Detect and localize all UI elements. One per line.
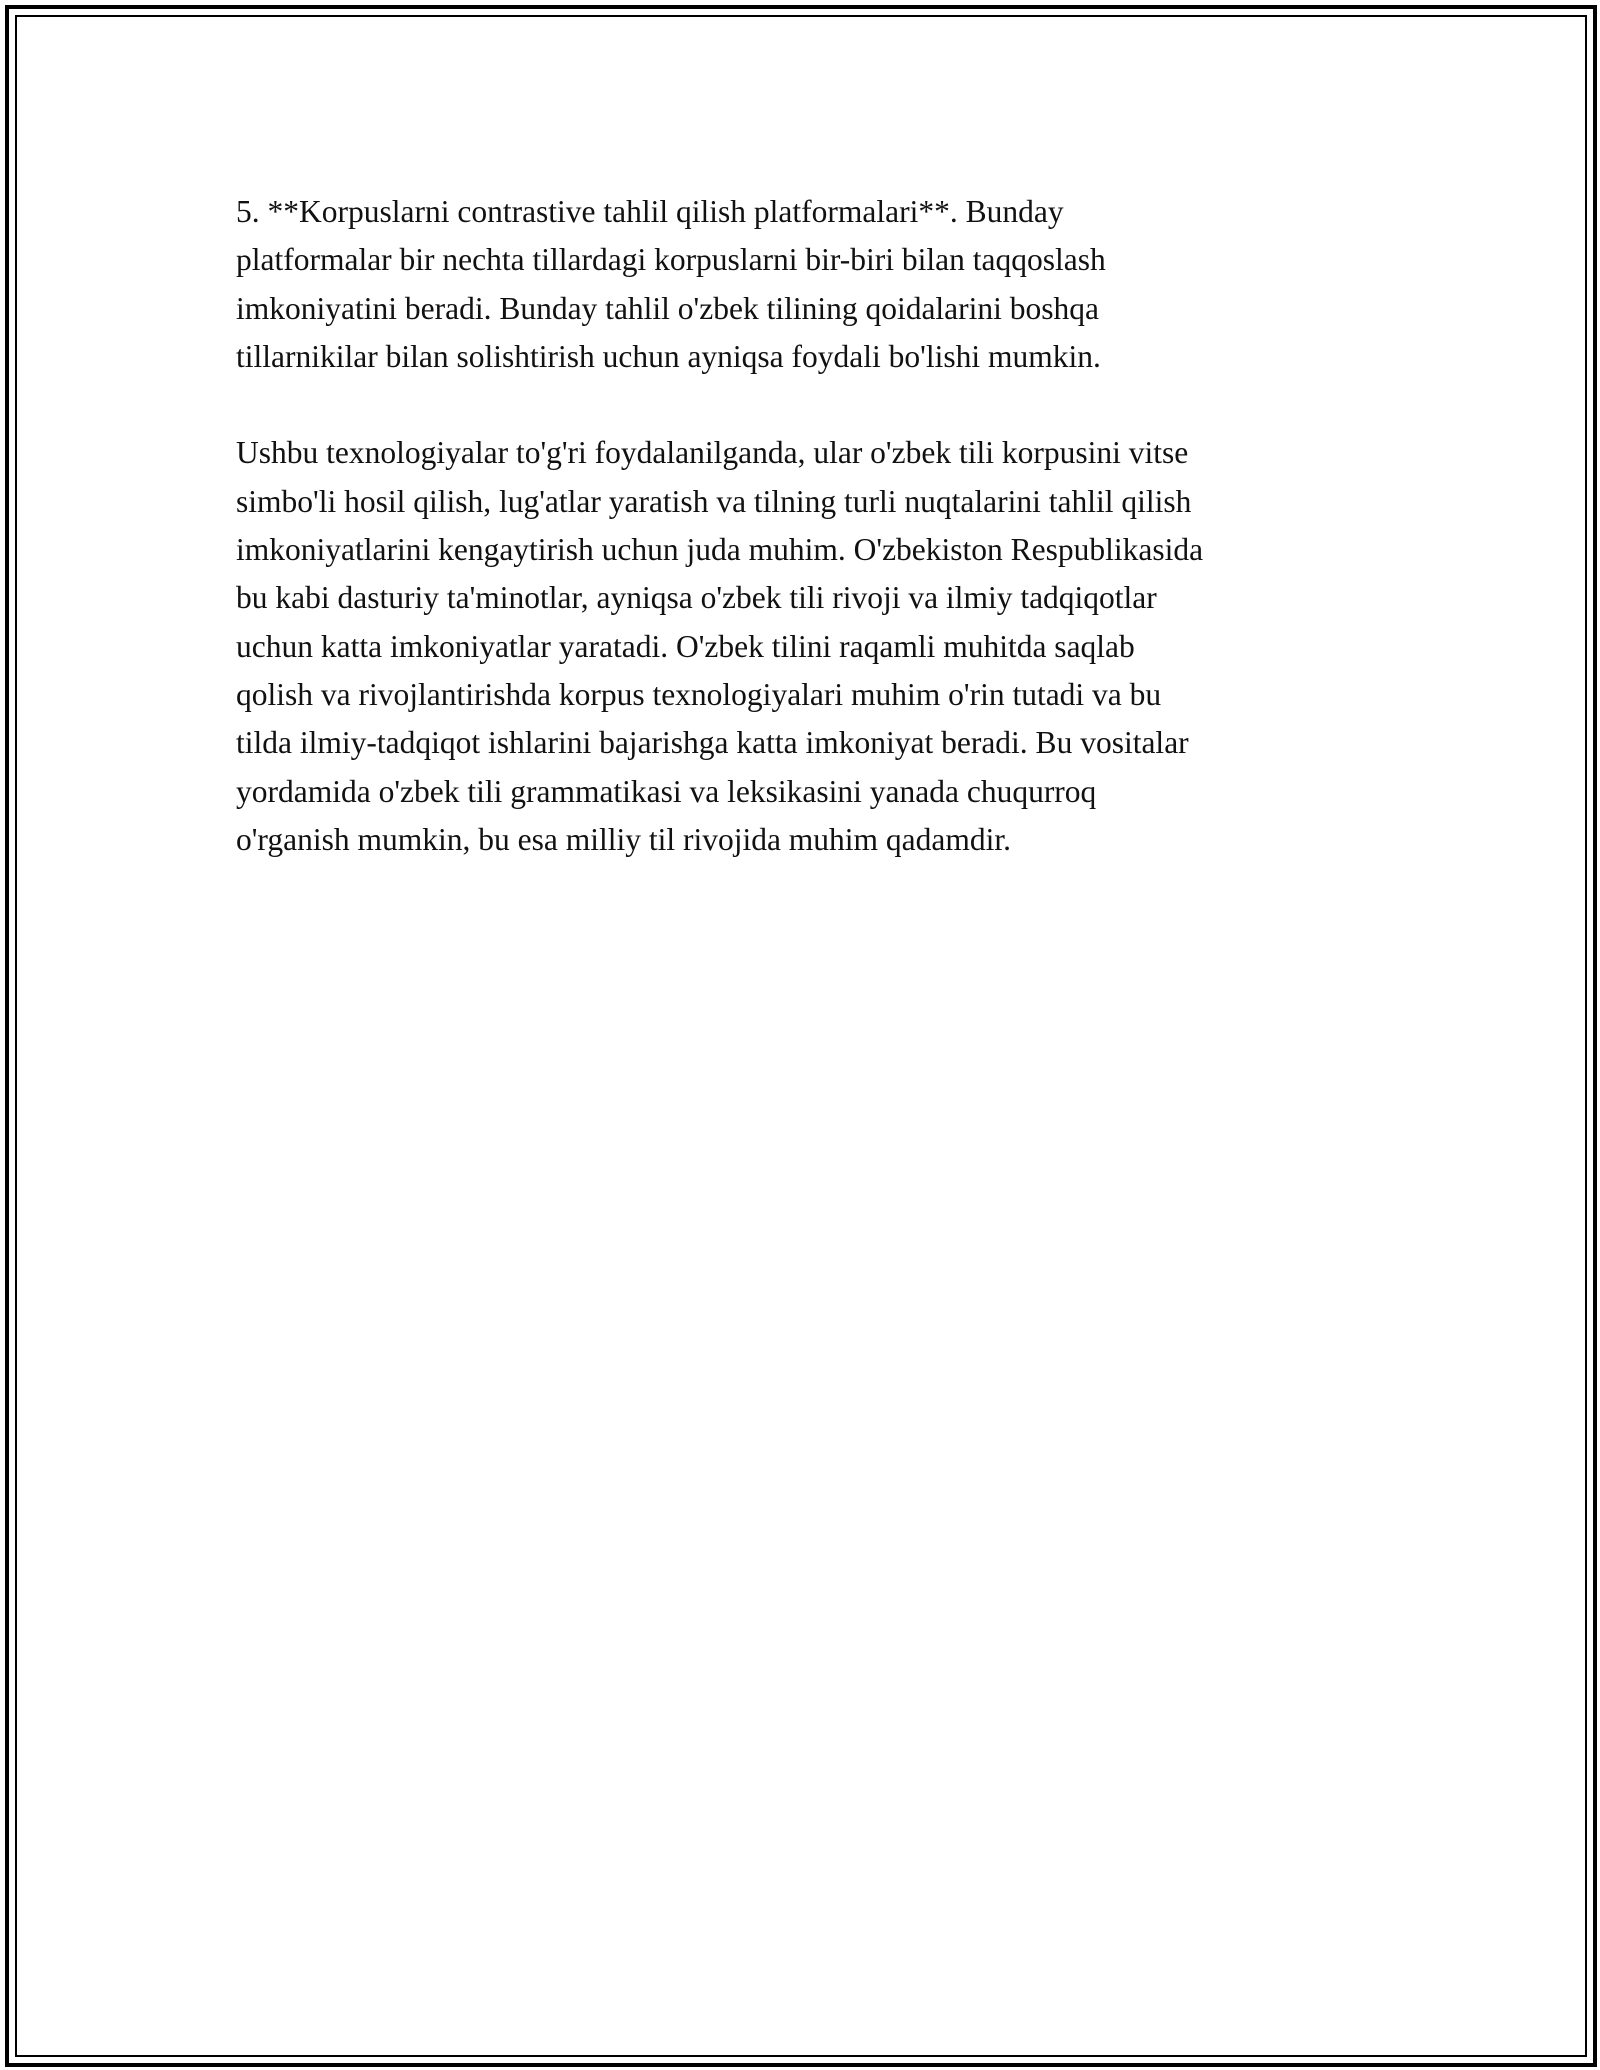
document-body [236,188,1376,912]
paragraph-technologies: Ushbu texnologiyalar to'g'ri foydalanilganda, ular o'zbek tili korpusini vitse simbo'li hosil qilish, lug'atlar yaratish va tilning turli nuqtalarini tahlil qilish imkoniyatlarini kengaytirish uchun juda muhim. O'zbekiston Respublikasida bu kabi dasturiy ta'minotlar, ayniqsa o'zbek tili rivoji va ilmiy tadqiqotlar uchun katta imkoniyatlar yaratadi. O'zbek tilini raqamli muhitda saqlab qolish va rivojlantirishda korpus texnologiyalari muhim o'rin tutadi va bu tilda ilmiy-tadqiqot ishlarini bajarishga katta imkoniyat beradi. Bu vositalar yordamida o'zbek tili grammatikasi va leksikasini yanada chuqurroq o'rganish mumkin, bu esa milliy til rivojida muhim qadamdir. [236,435,1204,857]
paragraph-platforms: 5. **Korpuslarni contrastive tahlil qilish platformalari**. Bunday platformalar bir nechta tillardagi korpuslarni bir-biri bilan taqqoslash imkoniyatini beradi. Bunday tahlil o'zbek tilining qoidalarini boshqa tillarnikilar bilan solishtirish uchun ayniqsa foydali bo'lishi mumkin. [236,194,1106,374]
